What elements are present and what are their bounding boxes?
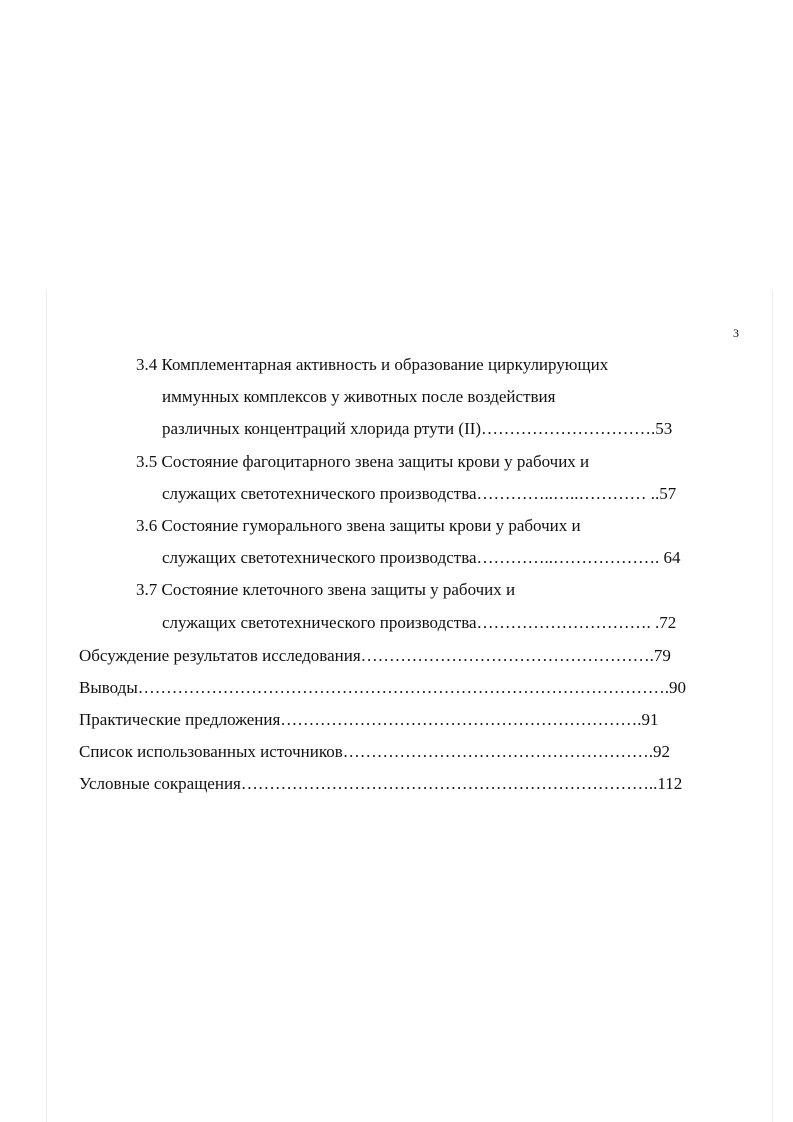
toc-entry-3-7-title: 3.7 Состояние клеточного звена защиты у рабочих и [136, 580, 516, 599]
toc-entry-3-4-continuation-page: различных концентраций хлорида ртути (II)………………………….53 [162, 419, 673, 438]
toc-entry-references: Список использованных источников……………………………………………….92 [79, 742, 670, 761]
scan-edge-right [772, 290, 773, 1122]
toc-entry-practical-suggestions: Практические предложения……………………………………………………….91 [79, 710, 659, 729]
toc-entry-3-4-continuation: иммунных комплексов у животных после воздействия [162, 387, 556, 406]
toc-entry-3-5-title: 3.5 Состояние фагоцитарного звена защиты крови у рабочих и [136, 452, 590, 471]
toc-entry-abbreviations: Условные сокращения………………………………………………………………..112 [79, 774, 683, 793]
toc-entry-3-4-title: 3.4 Комплементарная активность и образование циркулирующих [136, 355, 609, 374]
scan-edge-left [46, 290, 47, 1122]
toc-entry-3-7-continuation-page: служащих светотехнического производства…………………………. .72 [162, 613, 677, 632]
toc-entry-3-5-continuation-page: служащих светотехнического производства…………..…..………… ..57 [162, 484, 677, 503]
toc-entry-3-6-continuation-page: служащих светотехнического производства…………..………………. 64 [162, 548, 681, 567]
toc-entry-discussion: Обсуждение результатов исследования…………………………………………….79 [79, 646, 671, 665]
page-number: 3 [733, 326, 739, 340]
toc-entry-3-6-title: 3.6 Состояние гуморального звена защиты крови у рабочих и [136, 516, 581, 535]
toc-entry-conclusions: Выводы………………………………………………………………………………….90 [79, 678, 687, 697]
